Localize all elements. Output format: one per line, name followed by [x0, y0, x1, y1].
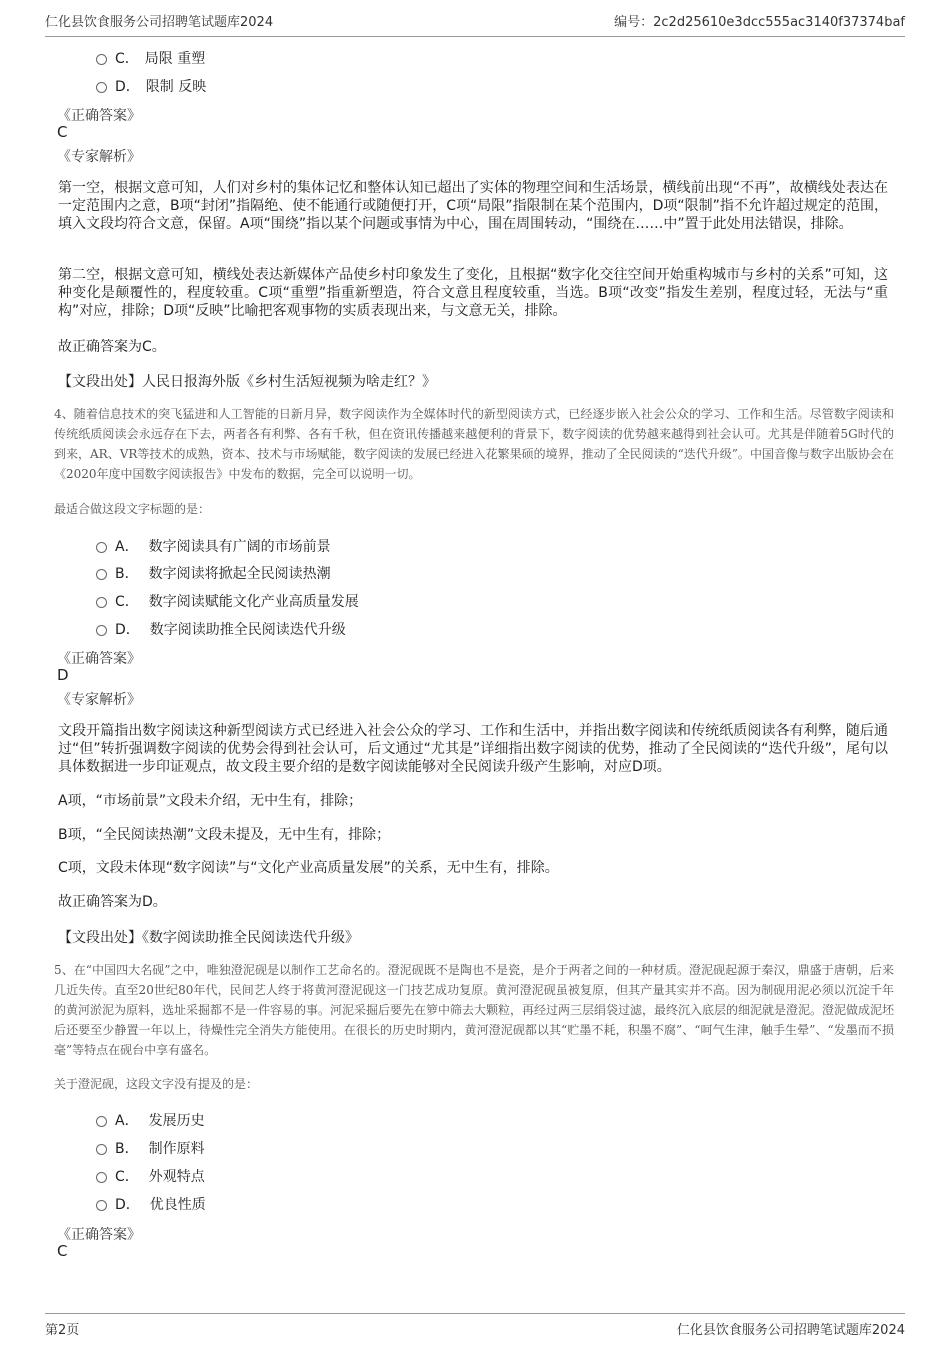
q4-analysis-option-a: A项，“市场前景”文段未介绍，无中生有，排除；	[58, 793, 363, 809]
q4-option-a[interactable]	[96, 536, 331, 556]
option-letter: C．	[115, 594, 139, 610]
q3-answer: C	[57, 123, 68, 141]
radio-icon[interactable]	[96, 54, 107, 65]
q5-option-b[interactable]	[96, 1138, 205, 1158]
q3-analysis-conclusion: 故正确答案为C。	[58, 339, 166, 355]
option-letter: B．	[115, 566, 139, 582]
q4-analysis-para-1: 文段开篇指出数字阅读这种新型阅读方式已经进入社会公众的学习、工作和生活中，并指出数字阅读和传统纸质阅读各有利弊，随后通过“但”转折强调数字阅读的优势会得到社会认可，后文通过“尤其是”详细指出数字阅读的优势，推动了全民阅读的“迭代升级”，尾句以具体数据进一步印证观点，故文段主要介绍的是数字阅读能够对全民阅读升级产生影响，对应D项。	[58, 723, 888, 775]
option-text: 优良性质	[149, 1197, 206, 1213]
q5-prompt: 关于澄泥砚，这段文字没有提及的是：	[54, 1077, 259, 1091]
q3-option-d[interactable]	[96, 76, 206, 96]
q5-option-a[interactable]	[96, 1110, 205, 1130]
footer-page-number: 第2页	[45, 1323, 80, 1338]
q4-option-c[interactable]	[96, 591, 359, 611]
option-text: 发展历史	[148, 1113, 205, 1129]
q5-question-text: 5、在“中国四大名砚”之中，唯独澄泥砚是以制作工艺命名的。澄泥砚既不是陶也不是瓷，是介于两者之间的一种材质。澄泥砚起源于秦汉，鼎盛于唐朝，后来几近失传。直至20世纪80年代，民间艺人终于将黄河澄泥砚这一门技艺成功复原。黄河澄泥砚虽被复原，但其产量其实并不高。因为制砚用泥必须以沉淀千年的黄河淤泥为原料，选址采掘都不是一件容易的事。河泥采掘后要先在箩中筛去大颗粒，再经过两三层绢袋过滤，最终沉入底层的细泥就是澄泥。澄泥做成泥坯后还要至少静置一年以上，待燥性完全消失方能使用。在很长的历史时期内，黄河澄泥砚都以其“贮墨不耗，积墨不腐”、“呵气生津，触手生晕”、“发墨而不损毫”等特点在砚台中享有盛名。	[54, 963, 895, 1057]
q4-analysis-conclusion: 故正确答案为D。	[58, 894, 167, 910]
header-serial: 编号：2c2d25610e3dcc555ac3140f37374baf	[614, 15, 905, 30]
q4-source: 【文段出处】《数字阅读助推全民阅读迭代升级》	[58, 930, 359, 946]
page-header	[45, 11, 905, 37]
option-text: 数字阅读助推全民阅读迭代升级	[149, 622, 346, 638]
header-title: 仁化县饮食服务公司招聘笔试题库2024	[45, 15, 274, 30]
radio-icon[interactable]	[96, 542, 107, 553]
option-letter: D．	[115, 79, 140, 95]
option-text: 数字阅读将掀起全民阅读热潮	[148, 566, 331, 582]
q3-option-c[interactable]	[96, 48, 205, 68]
footer-title: 仁化县饮食服务公司招聘笔试题库2024	[676, 1323, 905, 1338]
radio-icon[interactable]	[96, 569, 107, 580]
radio-icon[interactable]	[96, 625, 107, 636]
q5-answer: C	[57, 1242, 68, 1260]
q3-analysis-para-2: 第二空，根据文意可知，横线处表达新媒体产品使乡村印象发生了变化，且根据“数字化交往空间开始重构城市与乡村的关系”可知，这种变化是颠覆性的，程度较重。C项“重塑”指重新塑造，符合文意且程度较重，当选。B项“改变”指发生差别，程度过轻，无法与“重构”对应，排除；D项“反映”比喻把客观事物的实质表现出来，与文意无关，排除。	[58, 267, 888, 319]
option-text: 外观特点	[148, 1169, 205, 1185]
q4-question-text: 4、随着信息技术的突飞猛进和人工智能的日新月异，数字阅读作为全媒体时代的新型阅读方式，已经逐步嵌入社会公众的学习、工作和生活。尽管数字阅读和传统纸质阅读会永远存在下去，两者各有利弊、各有千秋，但在资讯传播越来越便利的背景下，数字阅读的优势越来越得到社会认可。尤其是伴随着5G时代的到来，AR、VR等技术的成熟，资本、技术与市场赋能，数字阅读的发展已经进入花繁果硕的境界，推动了全民阅读的“迭代升级”。中国音像与数字出版协会在《2020年度中国数字阅读报告》中发布的数据，完全可以说明一切。	[54, 407, 894, 481]
option-letter: D．	[115, 1197, 140, 1213]
q3-source: 【文段出处】人民日报海外版《乡村生活短视频为啥走红？》	[58, 374, 436, 390]
q4-answer: D	[57, 666, 69, 684]
option-letter: B．	[115, 1141, 139, 1157]
option-text: 制作原料	[148, 1141, 205, 1157]
q4-analysis-option-c: C项，文段未体现“数字阅读”与“文化产业高质量发展”的关系，无中生有，排除。	[58, 860, 559, 876]
q5-option-d[interactable]	[96, 1194, 206, 1214]
q4-answer-label: 《正确答案》	[57, 651, 141, 667]
option-letter: C．	[115, 51, 139, 67]
q3-analysis-para-1: 第一空，根据文意可知，人们对乡村的集体记忆和整体认知已超出了实体的物理空间和生活场景，横线前出现“不再”，故横线处表达在一定范围内之意，B项“封闭”指隔绝、使不能通行或随便打开，C项“局限”指限制在某个范围内，D项“限制”指不允许超过规定的范围，填入文段均符合文意，保留。A项“围绕”指以某个问题或事情为中心，围在周围转动，“围绕在……中”置于此处用法错误，排除。	[58, 180, 888, 232]
option-text: 数字阅读赋能文化产业高质量发展	[148, 594, 359, 610]
option-letter: C．	[115, 1169, 139, 1185]
radio-icon[interactable]	[96, 597, 107, 608]
q4-analysis-option-b: B项，“全民阅读热潮”文段未提及，无中生有，排除；	[58, 827, 391, 843]
option-letter: A．	[115, 1113, 139, 1129]
option-letter: A．	[115, 539, 139, 555]
q5-answer-label: 《正确答案》	[57, 1227, 141, 1243]
radio-icon[interactable]	[96, 1116, 107, 1127]
option-letter: D．	[115, 622, 140, 638]
q4-analysis-label: 《专家解析》	[57, 692, 141, 708]
option-text: 限制 反映	[145, 79, 207, 95]
q4-option-d[interactable]	[96, 619, 346, 639]
q4-prompt: 最适合做这段文字标题的是：	[54, 502, 211, 516]
radio-icon[interactable]	[96, 1200, 107, 1211]
q3-analysis-label: 《专家解析》	[57, 149, 141, 165]
q4-option-b[interactable]	[96, 563, 331, 583]
page-footer	[45, 1313, 905, 1338]
radio-icon[interactable]	[96, 1144, 107, 1155]
q3-answer-label: 《正确答案》	[57, 108, 141, 124]
radio-icon[interactable]	[96, 1172, 107, 1183]
radio-icon[interactable]	[96, 82, 107, 93]
q5-option-c[interactable]	[96, 1166, 205, 1186]
option-text: 局限 重塑	[144, 51, 206, 67]
option-text: 数字阅读具有广阔的市场前景	[148, 539, 331, 555]
